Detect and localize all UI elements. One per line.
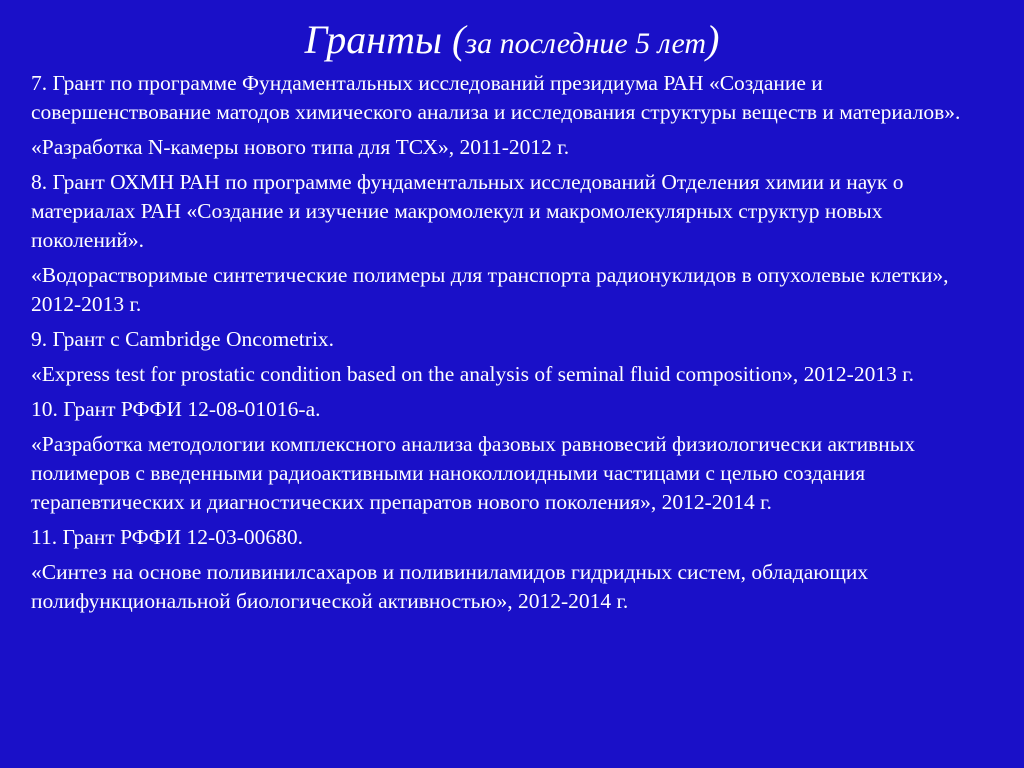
grant-8-project: «Водорастворимые синтетические полимеры для транспорта радионуклидов в опухолевые клетки», 2012-2013 г.	[31, 263, 949, 316]
grant-7-description: 7. Грант по программе Фундаментальных исследований президиума РАН «Создание и совершенствование матодов химического анализа и исследования структуры веществ и материалов».	[31, 71, 961, 124]
grant-9-description: 9. Грант с Cambridge Oncometrix.	[31, 327, 335, 351]
grant-10-description: 10. Грант РФФИ 12-08-01016-а.	[31, 397, 321, 421]
slide-title-main: Гранты	[304, 17, 453, 62]
slide-title-subtitle: за последние 5 лет	[465, 27, 707, 60]
slide-title-paren-open: (	[452, 17, 466, 62]
grant-11-project: «Синтез на основе поливинилсахаров и поливиниламидов гидридных систем, обладающих полифункциональной биологической активностью», 2012-2014 г.	[31, 560, 869, 613]
grant-10-project: «Разработка методологии комплексного анализа фазовых равновесий физиологически активных полимеров с введенными радиоактивными наноколлоидными частицами с целью создания терапевтических и диагностических препаратов нового поколения», 2012-2014 г.	[31, 432, 915, 514]
slide-title	[0, 14, 1024, 70]
grant-8-description: 8. Грант ОХМН РАН по программе фундаментальных исследований Отделения химии и наук о материалах РАН «Создание и изучение макромолекул и макромолекулярных структур новых поколений».	[31, 170, 904, 252]
grant-11-description: 11. Грант РФФИ 12-03-00680.	[31, 525, 304, 549]
slide-body	[31, 69, 997, 622]
grant-7-project: «Разработка N-камеры нового типа для ТСХ», 2011-2012 г.	[31, 135, 570, 159]
slide-title-paren-close: )	[706, 17, 720, 62]
grant-9-project: «Express test for prostatic condition based on the analysis of seminal fluid composition», 2012-2013 г.	[31, 362, 914, 386]
